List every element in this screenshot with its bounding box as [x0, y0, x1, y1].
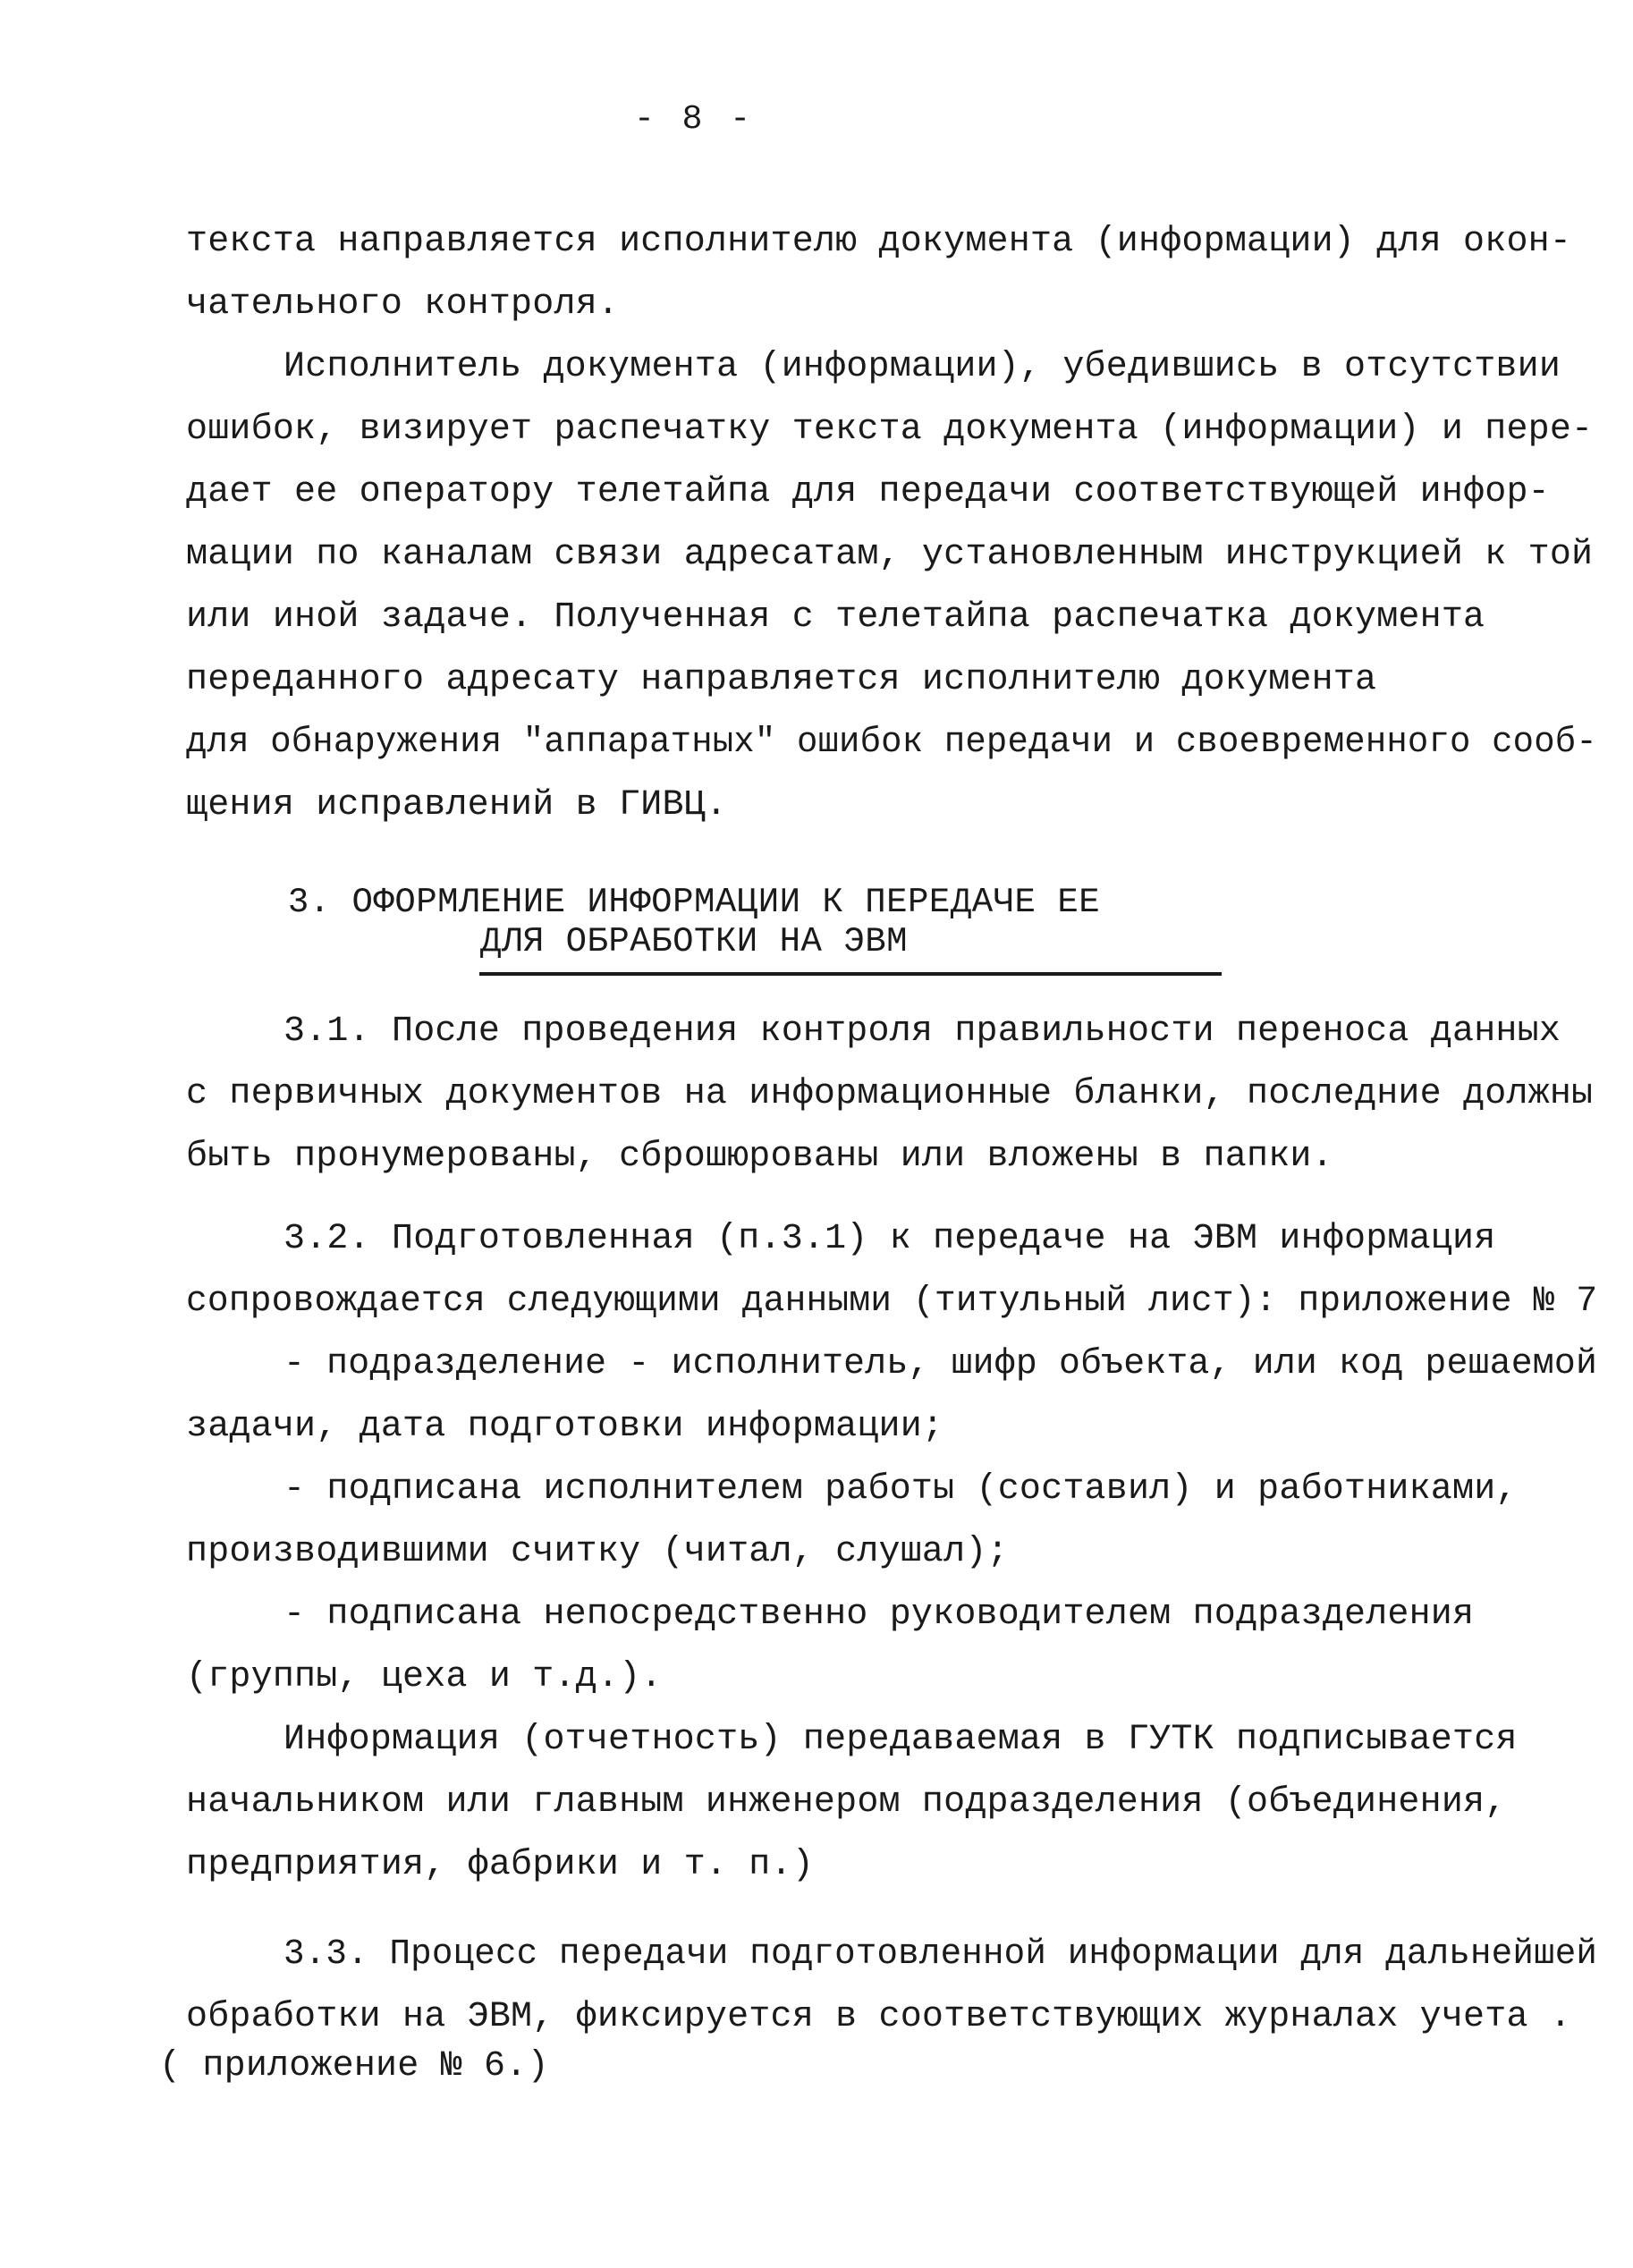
text-line: текста направляется исполнителю документа (информации) для окон-: [186, 222, 1572, 262]
paragraph-first-line: 3.1. После проведения контроля правильности переноса данных: [283, 1011, 1561, 1052]
paragraph-first-line: 3.3. Процесс передачи подготовленной информации для дальнейшей: [283, 1934, 1598, 1975]
text-line: для обнаружения "аппаратных" ошибок передачи и своевременного сооб-: [186, 723, 1597, 763]
list-item-line: - подписана непосредственно руководителем подразделения: [283, 1595, 1475, 1635]
list-item-line: - подписана исполнителем работы (составил) и работниками,: [283, 1469, 1518, 1510]
section-heading-continued: ДЛЯ ОБРАБОТКИ НА ЭВМ: [479, 922, 909, 961]
text-line: ( приложение № 6.): [159, 2046, 549, 2086]
text-line: начальником или главным инженером подразделения (объединения,: [186, 1782, 1507, 1823]
text-line: задачи, дата подготовки информации;: [186, 1407, 944, 1447]
text-line: сопровождается следующими данными (титульный лист): приложение № 7: [186, 1282, 1598, 1322]
text-line: переданного адресату направляется исполнителю документа: [186, 660, 1377, 700]
text-line: ошибок, визирует распечатку текста документа (информации) и пере-: [186, 410, 1594, 450]
page-number: - 8 -: [633, 100, 755, 139]
text-line: (группы, цеха и т.д.).: [186, 1657, 663, 1697]
text-line: мации по каналам связи адресатам, установленным инструкцией к той: [186, 535, 1594, 575]
text-line: производившими считку (читал, слушал);: [186, 1532, 1009, 1572]
text-line: быть пронумерованы, сброшюрованы или вложены в папки.: [186, 1137, 1333, 1177]
list-item-line: - подразделение - исполнитель, шифр объекта, или код решаемой: [283, 1344, 1598, 1384]
paragraph-first-line: Исполнитель документа (информации), убедившись в отсутствии: [283, 347, 1561, 387]
paragraph-first-line: 3.2. Подготовленная (п.3.1) к передаче на ЭВМ информация: [283, 1219, 1496, 1259]
heading-underline: [479, 972, 1222, 976]
text-line: предприятия, фабрики и т. п.): [186, 1845, 814, 1885]
text-line: или иной задаче. Полученная с телетайпа распечатка документа: [186, 597, 1485, 638]
text-line: с первичных документов на информационные бланки, последние должны: [186, 1074, 1594, 1114]
text-line: чательного контроля.: [186, 284, 620, 325]
text-line: дает ее оператору телетайпа для передачи соответствующей инфор-: [186, 472, 1550, 512]
paragraph-first-line: Информация (отчетность) передаваемая в ГУТК подписывается: [283, 1720, 1518, 1760]
text-line: обработки на ЭВМ, фиксируется в соответствующих журналах учета .: [186, 1997, 1572, 2037]
text-line: щения исправлений в ГИВЦ.: [186, 785, 728, 825]
section-heading: 3. ОФОРМЛЕНИЕ ИНФОРМАЦИИ К ПЕРЕДАЧЕ ЕЕ: [287, 883, 1101, 922]
